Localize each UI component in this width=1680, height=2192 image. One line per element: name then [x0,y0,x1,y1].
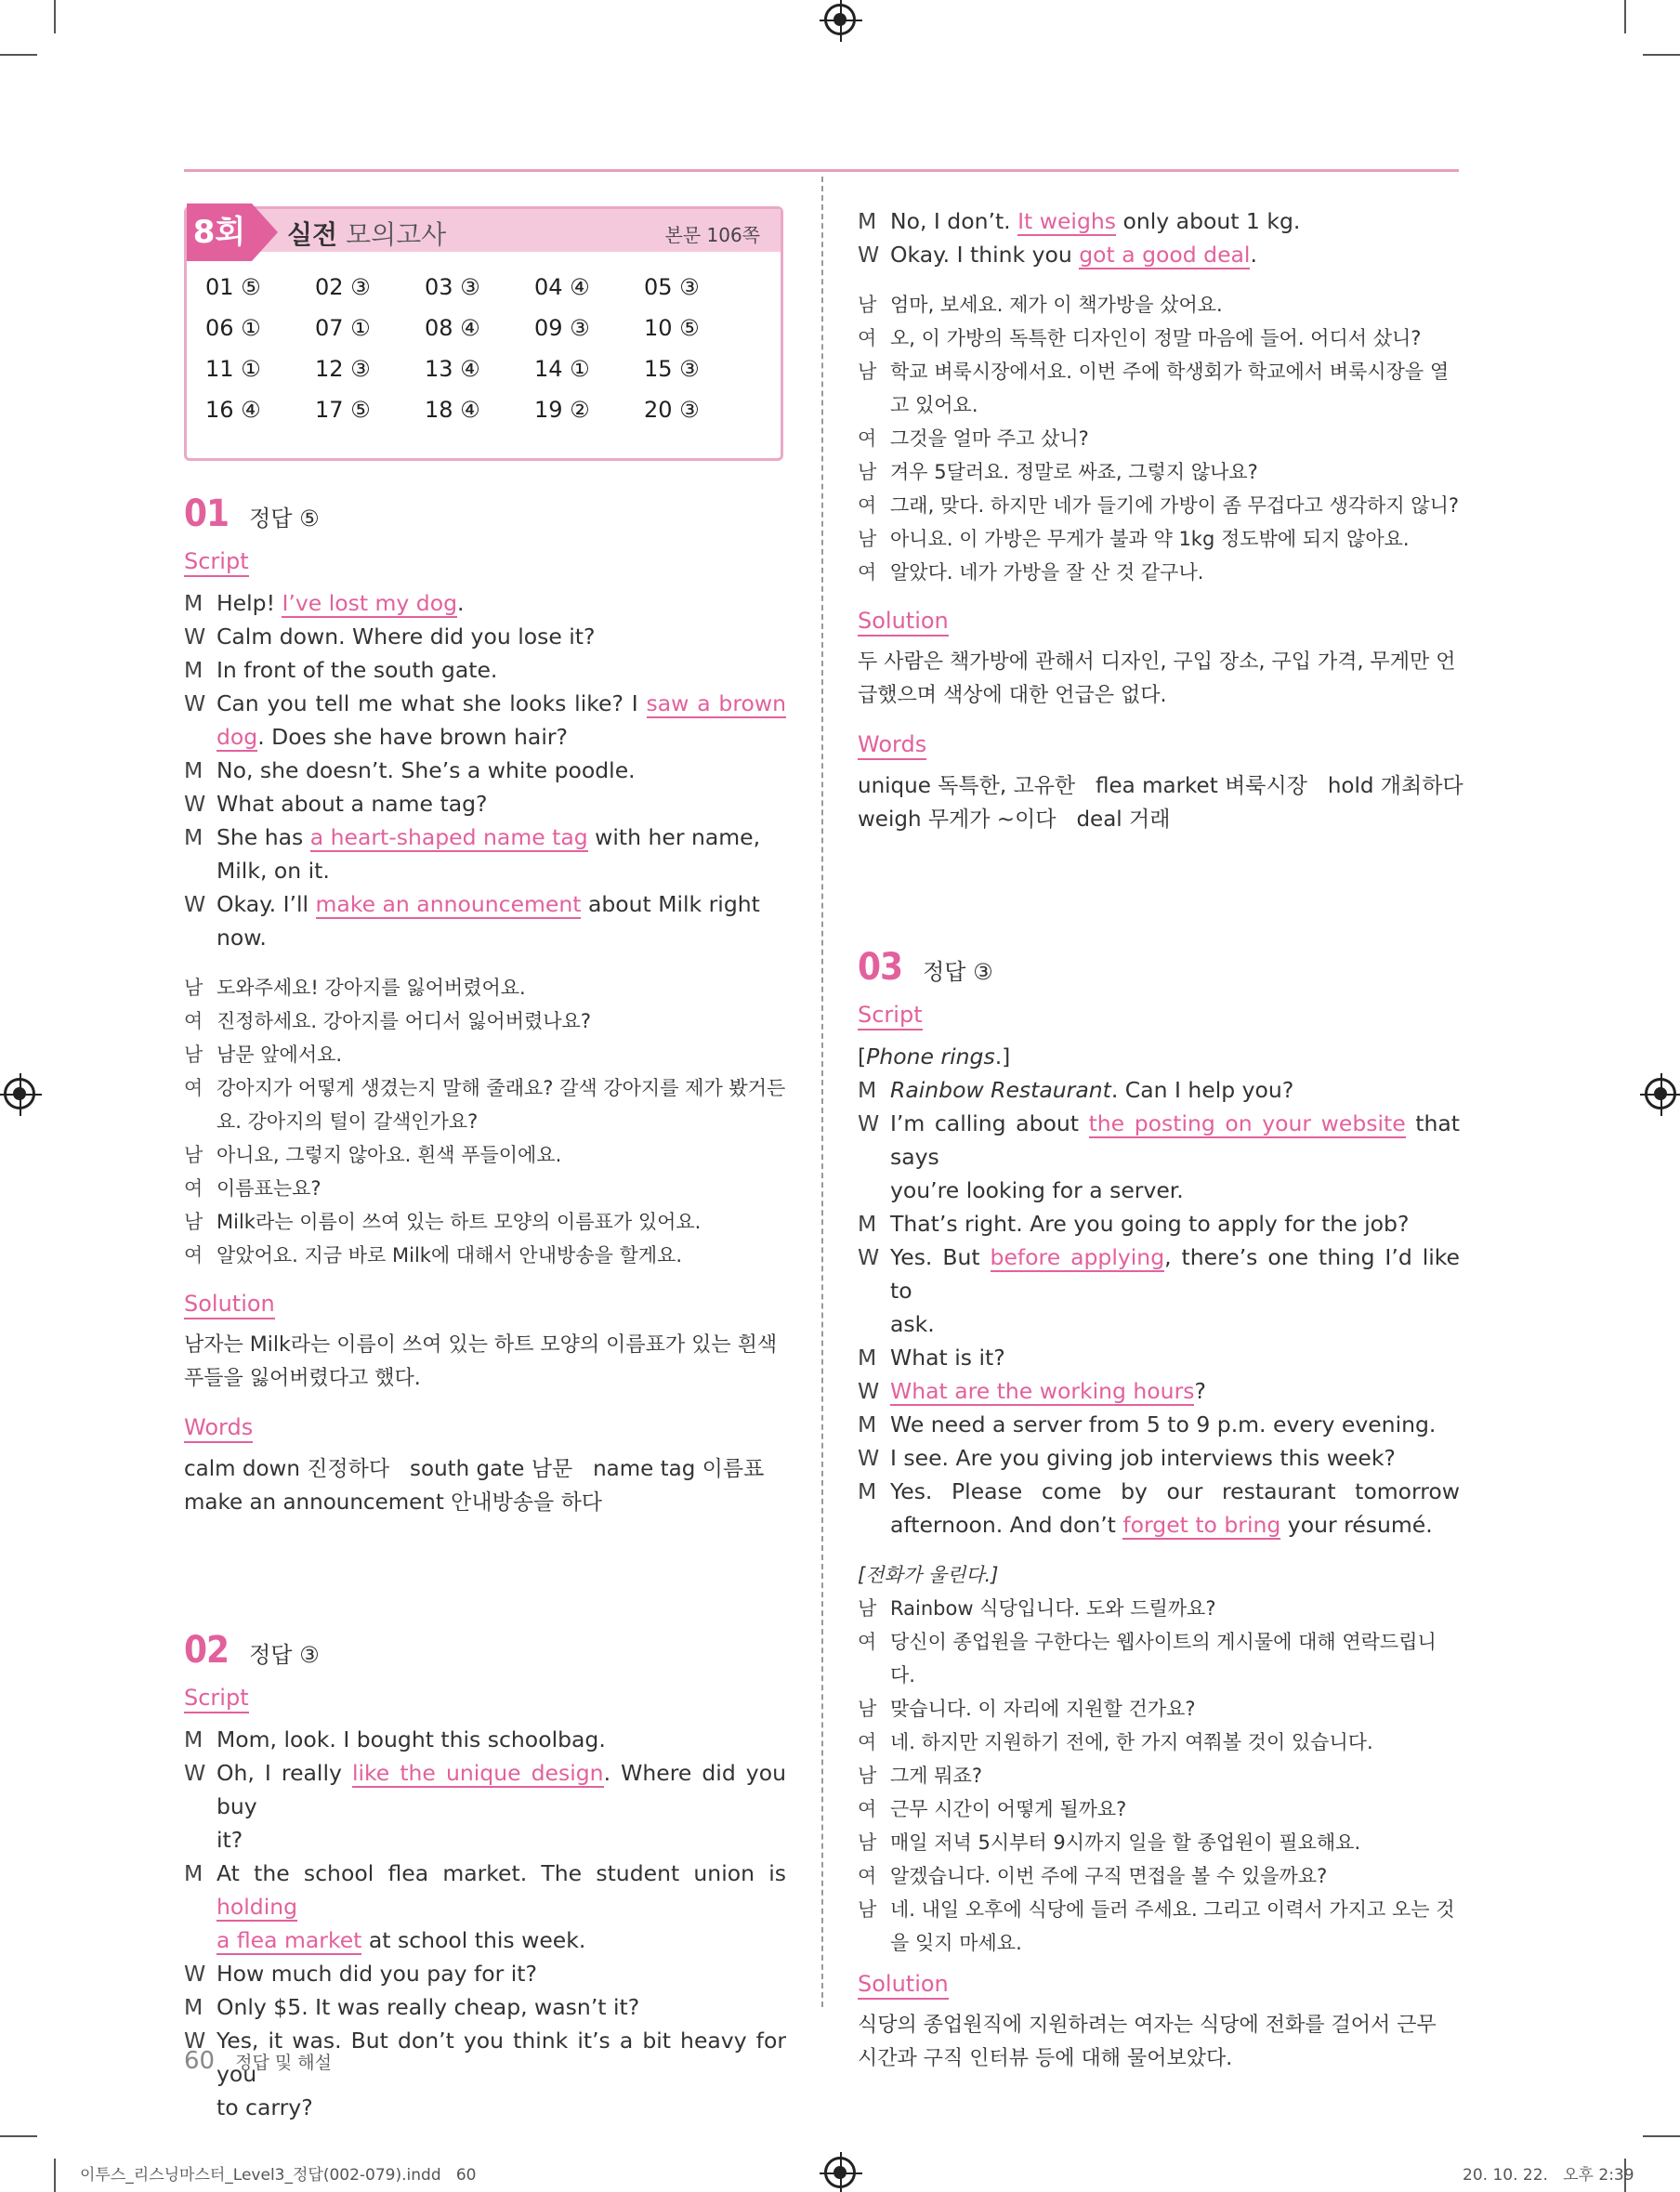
q01-korean [184,971,786,1272]
answer-cell: 06 ① [205,315,261,341]
korean-line: 여 네. 하지만 지원하기 전에, 한 가지 여쭤볼 것이 있습니다. [858,1731,1373,1753]
answer-cell: 15 ③ [644,356,700,382]
answer-cell: 02 ③ [315,274,371,300]
script-line [184,586,786,620]
answer-cell: 11 ① [205,356,261,382]
key-phrase: a flea market [217,1927,362,1953]
script-text: In front of the south gate. [217,657,498,683]
korean-line: 여 알겠습니다. 이번 주에 구직 면접을 볼 수 있을까요? [858,1865,1328,1887]
speaker-label: W [184,623,206,650]
script-line [184,687,786,754]
q01-script [184,586,786,954]
key-phrase: holding [217,1894,298,1920]
key-phrase: got a good deal [1079,242,1251,268]
question-number: 01 [184,492,230,535]
script-text: Can you tell me what she looks like? I saw a brown dog. Does she have brown hair? [217,690,786,750]
script-text: Oh, I really like the unique design. Where did you buy it? [217,1760,786,1853]
question-number: 03 [858,946,903,989]
script-line [184,754,786,787]
q02-solution: 두 사람은 책가방에 관해서 디자인, 구입 장소, 구입 가격, 무게만 언급했으며 색상에 대한 언급은 없다. [858,650,1456,707]
answer-cell: 17 ⑤ [315,397,371,423]
script-line [184,1857,786,1957]
answer-cell: 01 ⑤ [205,274,261,300]
korean-line: 여 근무 시간이 어떻게 될까요? [858,1798,1127,1820]
script-line [184,1756,786,1857]
script-line [858,1374,1460,1408]
registration-mark-icon [4,1078,35,1109]
script-line [858,1475,1460,1542]
registration-mark-icon [1645,1078,1676,1109]
key-phrase: like the unique design [351,1760,604,1786]
answer-key-box [184,206,783,461]
script-line [858,1040,1460,1073]
speaker-label: W [858,1110,880,1136]
speaker-label: M [184,590,203,616]
crop-mark [0,2135,37,2137]
script-line [184,653,786,687]
slug-file: 이투스_리스닝마스터_Level3_정답(002-079).indd 60 [80,2166,477,2185]
script-line [858,1240,1460,1341]
solution-label: Solution [858,608,949,637]
key-phrase: dog [217,724,258,750]
test-number-badge: 8회 [187,203,252,261]
answer-cell: 14 ① [534,356,590,382]
speaker-label: M [858,1211,877,1237]
answer-cell: 16 ④ [205,397,261,423]
slug-timestamp: 20. 10. 22. 오후 2:39 [1463,2166,1634,2185]
korean-line: 남 맞습니다. 이 자리에 지원할 건가요? [858,1698,1196,1720]
key-phrase: I’ve lost my dog [282,590,458,616]
korean-line: 남 학교 벼룩시장에서요. 이번 주에 학생회가 학교에서 벼룩시장을 열고 있어요. [858,361,1450,416]
answer-cell: 05 ③ [644,274,700,300]
answer-cell: 09 ③ [534,315,590,341]
korean-line: 여 진정하세요. 강아지를 어디서 잃어버렸나요? [184,1010,591,1032]
answer-cell: 12 ③ [315,356,371,382]
script-text: Calm down. Where did you lose it? [217,623,596,650]
script-text: No, I don’t. It weighs only about 1 kg. [890,208,1301,234]
speaker-label: M [184,657,203,683]
crop-mark [0,54,37,56]
script-text: Okay. I’ll make an announcement about Milk right now. [217,891,760,951]
registration-mark-icon [824,4,856,35]
speaker-label: M [184,1994,203,2020]
korean-line: 남 Rainbow 식당입니다. 도와 드릴까요? [858,1597,1216,1620]
speaker-label: M [858,1345,877,1371]
script-text: Okay. I think you got a good deal. [890,242,1257,268]
crop-mark [54,0,56,33]
korean-line: 여 당신이 종업원을 구한다는 웹사이트의 게시물에 대해 연락드립니다. [858,1631,1437,1687]
speaker-label: M [184,824,203,850]
script-text: What are the working hours? [890,1378,1206,1404]
speaker-label: M [858,1411,877,1437]
script-text: [Phone rings.] [858,1043,1011,1070]
answer-key-title: 실전 모의고사 [287,219,447,250]
korean-line: 남 아니요, 그렇지 않아요. 흰색 푸들이에요. [184,1144,562,1166]
crop-mark [54,2159,56,2192]
speaker-label: W [858,1378,880,1404]
key-phrase: make an announcement [315,891,582,917]
korean-line: 남 네. 내일 오후에 식당에 들러 주세요. 그리고 이력서 가지고 오는 것을 잊지 마세요. [858,1898,1455,1954]
script-line [184,1990,786,2024]
solution-label: Solution [184,1291,275,1319]
script-text: How much did you pay for it? [217,1961,537,1987]
page-footer [184,2047,332,2075]
answer-cell: 18 ④ [425,397,480,423]
question-02-header [184,1629,786,1672]
words-label: Words [858,731,926,760]
korean-line: 남 매일 저녁 5시부터 9시까지 일을 할 종업원이 필요해요. [858,1831,1361,1854]
q01-words-line: calm down 진정하다 south gate 남문 name tag 이름표 [184,1457,765,1481]
answer-cell: 13 ④ [425,356,480,382]
korean-line: 여 강아지가 어떻게 생겼는지 말해 줄래요? 갈색 강아지를 제가 봤거든요. 강아지의 털이 갈색인가요? [184,1077,786,1133]
script-text: Help! I’ve lost my dog. [217,590,465,616]
script-text: Only $5. It was really cheap, wasn’t it? [217,1994,640,2020]
korean-line: [전화가 울린다.] [858,1564,999,1586]
script-line [858,1408,1460,1441]
q02-words-line: weigh 무게가 ~이다 deal 거래 [858,807,1171,832]
script-line [858,1207,1460,1240]
left-column [184,206,786,2124]
q01-words-line: make an announcement 안내방송을 하다 [184,1490,603,1515]
korean-line: 여 그래, 맞다. 하지만 네가 들기에 가방이 좀 무겁다고 생각하지 않니? [858,494,1460,517]
speaker-label: W [184,891,206,917]
script-text: Yes. Please come by our restaurant tomorrow afternoon. And don’t forget to bring your résumé. [890,1478,1460,1538]
q03-solution: 식당의 종업원직에 지원하려는 여자는 식당에 전화를 걸어서 근무 시간과 구직 인터뷰 등에 대해 물어보았다. [858,2014,1437,2070]
q02-words-line: unique 독특한, 고유한 flea market 벼룩시장 hold 개최하다 [858,774,1463,798]
speaker-label: W [184,791,206,817]
key-phrase: before applying [990,1244,1165,1270]
top-rule [184,169,1459,172]
script-text: Yes, it was. But don’t you think it’s a bit heavy for you to carry? [217,2028,786,2120]
q03-script [858,1040,1460,1542]
script-line [184,1957,786,1990]
answer-cell: 08 ④ [425,315,480,341]
script-line [858,1107,1460,1207]
speaker-label: M [858,1478,877,1504]
answer-cell: 19 ② [534,397,590,423]
script-label: Script [184,548,249,577]
script-line [858,1441,1460,1475]
script-text: I’m calling about the posting on your website that says you’re looking for a server. [890,1110,1460,1203]
script-line [858,238,1460,271]
speaker-label: M [184,1726,203,1752]
question-answer: 정답 ⑤ [249,505,320,532]
question-answer: 정답 ③ [249,1642,320,1668]
q03-korean [858,1558,1460,1960]
speaker-label: M [184,757,203,783]
solution-label: Solution [858,1971,949,2000]
korean-line: 남 도와주세요! 강아지를 잃어버렸어요. [184,977,526,999]
korean-line: 남 그게 뭐죠? [858,1765,982,1787]
script-line [184,787,786,820]
speaker-label: W [184,2028,206,2054]
q01-solution: 남자는 Milk라는 이름이 쓰여 있는 하트 모양의 이름표가 있는 흰색 푸들을 잃어버렸다고 했다. [184,1333,778,1390]
script-text: Yes. But before applying, there’s one thing I’d like to ask. [890,1244,1460,1337]
key-phrase: a heart-shaped name tag [309,824,588,850]
korean-line: 남 Milk라는 이름이 쓰여 있는 하트 모양의 이름표가 있어요. [184,1211,702,1233]
script-text: That’s right. Are you going to apply for the job? [890,1211,1410,1237]
answer-grid [205,272,754,425]
answer-cell: 04 ④ [534,274,590,300]
key-phrase: the posting on your website [1088,1110,1406,1136]
words-label: Words [184,1414,253,1443]
script-text: I see. Are you giving job interviews this week? [890,1445,1396,1471]
script-text: No, she doesn’t. She’s a white poodle. [217,757,636,783]
korean-line: 남 남문 앞에서요. [184,1043,343,1066]
korean-line: 남 아니요. 이 가방은 무게가 불과 약 1kg 정도밖에 되지 않아요. [858,528,1410,550]
section-title: 정답 및 해설 [235,2053,332,2073]
script-line [858,204,1460,238]
script-text: What is it? [890,1345,1005,1371]
script-line [184,1723,786,1756]
right-column [858,204,1463,2076]
answer-cell: 10 ⑤ [644,315,700,341]
key-phrase: It weighs [1017,208,1117,234]
speaker-label: W [184,1760,206,1786]
q02-korean [858,288,1460,589]
korean-line: 여 이름표는요? [184,1177,322,1200]
script-label: Script [858,1002,923,1030]
speaker-label: M [184,1860,203,1886]
speaker-label: W [858,1445,880,1471]
page-number: 60 [184,2047,216,2075]
answer-cell: 03 ③ [425,274,480,300]
script-text: Mom, look. I bought this schoolbag. [217,1726,606,1752]
key-phrase: saw a brown [646,690,786,716]
script-text: Rainbow Restaurant. Can I help you? [890,1077,1294,1103]
script-line [184,620,786,653]
speaker-label: W [858,1244,880,1270]
script-text: We need a server from 5 to 9 p.m. every evening. [890,1411,1437,1437]
script-text: She has a heart-shaped name tag with her name, Milk, on it. [217,824,761,884]
question-answer: 정답 ③ [923,959,993,985]
speaker-label: W [858,242,880,268]
korean-line: 여 알았다. 네가 가방을 잘 산 것 같구나. [858,561,1204,584]
korean-line: 남 겨우 5달러요. 정말로 싸죠, 그렇지 않나요? [858,461,1258,483]
crop-mark [1624,0,1626,33]
speaker-label: W [184,1961,206,1987]
script-line [184,887,786,954]
page-reference: 본문 106쪽 [664,224,760,246]
script-text: What about a name tag? [217,791,488,817]
script-label: Script [184,1685,249,1713]
crop-mark [1643,2135,1680,2137]
speaker-label: M [858,1077,877,1103]
speaker-label: W [184,690,206,716]
q02-script-continued [858,204,1460,271]
column-divider [821,177,823,2007]
key-phrase: forget to bring [1122,1512,1281,1538]
crop-mark [1643,54,1680,56]
question-01-header [184,492,786,535]
script-line [184,820,786,887]
answer-cell: 07 ① [315,315,371,341]
korean-line: 여 그것을 얼마 주고 샀니? [858,427,1089,450]
answer-cell: 20 ③ [644,397,700,423]
korean-line: 남 엄마, 보세요. 제가 이 책가방을 샀어요. [858,294,1223,316]
speaker-label: M [858,208,877,234]
korean-line: 여 오, 이 가방의 독특한 디자인이 정말 마음에 들어. 어디서 샀니? [858,327,1422,349]
question-number: 02 [184,1629,230,1672]
script-line [858,1341,1460,1374]
key-phrase: What are the working hours [890,1378,1195,1404]
script-line [858,1073,1460,1107]
script-text: At the school flea market. The student union is holding a flea market at school this week. [217,1860,786,1953]
korean-line: 여 알았어요. 지금 바로 Milk에 대해서 안내방송을 할게요. [184,1244,683,1267]
question-03-header [858,946,1460,989]
registration-mark-icon [824,2157,856,2188]
